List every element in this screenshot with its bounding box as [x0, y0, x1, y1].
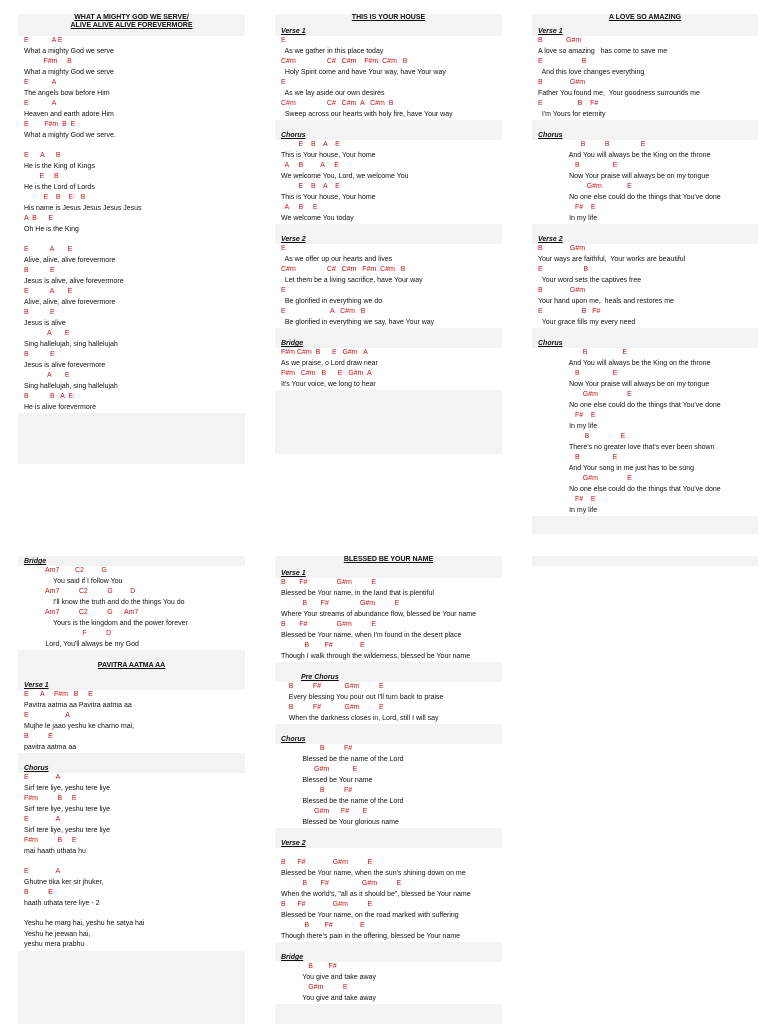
chord-line: B F# G#m E — [281, 880, 402, 887]
lyric-line: There's no greater love that's ever been shown — [538, 443, 715, 451]
song-section — [24, 662, 239, 670]
lyric-line: Heaven and earth adore Him — [24, 110, 114, 118]
song-panel-blessed-be-your-name — [275, 556, 502, 1024]
section-body — [275, 744, 502, 828]
chord-line: B G#m — [538, 245, 586, 252]
chord-line: B G#m — [538, 37, 582, 44]
lyric-line: This is Your house, Your home — [281, 151, 376, 159]
line-spacer — [281, 848, 496, 858]
chord-line: Am7 C2 G — [24, 567, 107, 574]
section-body — [532, 244, 758, 328]
song-panel-bridge-pavitra-aatma — [18, 556, 245, 1024]
song-section — [24, 682, 239, 753]
lyric-line: Your hand upon me, heals and restores me — [538, 297, 674, 305]
section-heading: Verse 2 — [281, 840, 306, 847]
song-title: ALIVE ALIVE ALIVE FOREVERMORE — [70, 22, 193, 29]
chord-line: B F# — [281, 963, 337, 970]
section-body — [18, 36, 245, 413]
song-section — [281, 28, 496, 120]
lyric-line: Blessed be the name of the Lord — [281, 755, 404, 763]
lyric-line: Blessed be Your name, when I'm found in the desert place — [281, 631, 462, 639]
lyric-line: Every blessing You pour out I'll turn back to praise — [281, 693, 444, 701]
lyric-line: What a mighty God we serve. — [24, 131, 116, 139]
song-title: A LOVE SO AMAZING — [608, 14, 682, 21]
chord-line: E B — [538, 266, 589, 273]
chord-line: E A E — [24, 288, 73, 295]
chord-line: E A — [24, 816, 61, 823]
chord-line: B E — [538, 349, 628, 356]
lyric-line: Now Your praise will always be on my tongue — [538, 172, 710, 180]
line-spacer — [24, 909, 239, 919]
lyric-line: Let them be a living sacrifice, have Your way — [281, 276, 423, 284]
song-title: WHAT A MIGHTY GOD WE SERVE/ — [74, 14, 189, 21]
chord-line: F#m B — [24, 58, 72, 65]
chord-line: B F# G#m E — [281, 859, 373, 866]
section-heading: Chorus — [281, 736, 306, 743]
section-body — [532, 348, 758, 516]
lyric-line: Lord, You'll always be my God — [24, 640, 139, 648]
lyric-line: We welcome You today — [281, 214, 354, 222]
lyric-line: Blessed be Your glorious name — [281, 818, 399, 826]
lyric-line: Father You found me, Your goodness surrounds me — [538, 89, 700, 97]
section-heading: Bridge — [24, 558, 47, 565]
chord-line: B E — [538, 370, 618, 377]
lyric-line: yeshu mera prabhu — [24, 941, 85, 948]
chord-line: A B E — [24, 215, 54, 222]
section-heading: Bridge — [281, 340, 304, 347]
section-body — [275, 848, 502, 942]
chord-line: B F# E — [281, 922, 365, 929]
lyric-line: And You will always be the King on the throne — [538, 151, 711, 159]
chord-line: Am7 C2 G D — [24, 588, 136, 595]
song-section — [281, 236, 496, 328]
song-title: PAVITRA AATMA AA — [97, 662, 166, 669]
chord-line: F D — [24, 630, 112, 637]
chord-line: E B A E — [281, 141, 340, 148]
lyric-line: Though I walk through the wilderness, blessed be Your name — [281, 652, 471, 660]
lyric-line: As we offer up our hearts and lives — [281, 255, 393, 263]
song-section — [538, 28, 752, 120]
lyric-line: Alive, alive, alive forevermore — [24, 256, 116, 264]
lyric-line: As we lay aside our own desires — [281, 89, 385, 97]
chord-line: B F# G#m E — [281, 901, 373, 908]
section-body — [275, 962, 502, 1004]
lyric-line: This is Your house, Your home — [281, 193, 376, 201]
chord-line: E A E — [24, 37, 63, 44]
chord-line: F#m B E — [24, 837, 77, 844]
section-heading: Chorus — [281, 132, 306, 139]
chord-line: A E — [24, 372, 70, 379]
chord-line: B F# — [281, 745, 353, 752]
section-heading: Chorus — [538, 340, 563, 347]
chord-line: C#m C# C#m F#m C#m B — [281, 58, 408, 65]
lyric-line: Yours is the kingdom and the power forever — [24, 619, 188, 627]
chord-line: G#m E — [281, 984, 348, 991]
lyric-line: No one else could do the things that You've done — [538, 485, 721, 493]
lyric-line: haath uthata tere liye - 2 — [24, 899, 100, 907]
chord-line: E B A E — [281, 183, 340, 190]
chord-line: E — [281, 245, 286, 252]
lyric-line: Now Your praise will always be on my tongue — [538, 380, 710, 388]
chord-line: C#m C# C#m A C#m B — [281, 100, 394, 107]
chord-line: B G#m — [538, 79, 586, 86]
chord-line: B E — [538, 433, 626, 440]
chord-line: E A — [24, 774, 61, 781]
chord-line: B E — [24, 889, 53, 896]
lyric-line: No one else could do the things that You've done — [538, 401, 721, 409]
lyric-line: In my life — [538, 422, 598, 430]
lyric-line: Sirf tere liye, yeshu tere liye — [24, 784, 110, 792]
chord-line: Am7 C2 G Am7 — [24, 609, 139, 616]
chord-line: G#m E — [538, 183, 632, 190]
song-section — [538, 236, 752, 328]
section-heading: Verse 1 — [281, 570, 306, 577]
section-heading: Chorus — [538, 132, 563, 139]
lyric-line: Alive, alive, alive forevermore — [24, 298, 116, 306]
lyric-line: The angels bow before Him — [24, 89, 110, 97]
chord-line: B E — [24, 309, 55, 316]
chord-line: G#m E — [281, 766, 358, 773]
chord-line: B F# G#m E — [281, 704, 384, 711]
chord-line: A E — [24, 330, 70, 337]
chord-line: B F# — [281, 787, 353, 794]
lyric-line: I'm Yours for eternity — [538, 110, 606, 118]
lyric-line: When the darkness closes in, Lord, still I will say — [281, 714, 439, 722]
lyric-line: You give and take away — [281, 973, 376, 981]
lyric-line: I'll know the truth and do the things You do — [24, 598, 185, 606]
lyric-line: Holy Spirit come and have Your way, have Your way — [281, 68, 446, 76]
lyric-line: Jesus is alive forevermore — [24, 361, 106, 369]
section-body — [275, 578, 502, 662]
lyric-line: Jesus is alive — [24, 319, 66, 327]
chord-line: B E — [538, 162, 618, 169]
chord-line: F#m C#m B E G#m A — [281, 349, 368, 356]
chord-line: G#m F# E — [281, 808, 368, 815]
lyric-line: In my life — [538, 214, 598, 222]
chord-line: E A — [24, 100, 57, 107]
chord-line: B E — [24, 351, 55, 358]
song-section — [281, 340, 496, 390]
chord-line: F# E — [538, 204, 596, 211]
section-body — [275, 244, 502, 328]
song-section — [538, 340, 752, 516]
song-panel-what-a-mighty-god — [18, 14, 245, 464]
chord-line: B F# G#m E — [281, 683, 384, 690]
chord-line: G#m E — [538, 475, 632, 482]
line-spacer — [24, 141, 239, 151]
section-heading: Verse 2 — [281, 236, 306, 243]
section-heading: Verse 1 — [281, 28, 306, 35]
lyric-line: Blessed be Your name, in the land that is plentiful — [281, 589, 434, 597]
lyric-line: Your word sets the captives free — [538, 276, 642, 284]
chord-line: B F# G#m E — [281, 621, 376, 628]
lyric-line: When the world's, "all as it should be", blessed be Your name — [281, 890, 471, 898]
song-section — [24, 558, 239, 650]
section-body — [275, 348, 502, 390]
song-section — [281, 674, 496, 724]
lyric-line: Blessed be Your name, when the sun's shining down on me — [281, 869, 466, 877]
lyric-line: What a mighty God we serve — [24, 47, 114, 55]
section-heading: Pre Chorus — [301, 674, 339, 681]
chord-line: E A F#m B E — [24, 691, 93, 698]
chord-line: B G#m — [538, 287, 586, 294]
section-heading: Verse 2 — [538, 236, 563, 243]
lyric-line: We welcome You, Lord, we welcome You — [281, 172, 409, 180]
chord-line: B E — [538, 454, 618, 461]
chord-line: E A — [24, 79, 57, 86]
lyric-line: Oh He is the King — [24, 225, 79, 233]
lyric-line: pavitra aatma aa — [24, 743, 77, 751]
section-body — [18, 690, 245, 753]
lyric-line: No one else could do the things that You've done — [538, 193, 721, 201]
lyric-line: He is the King of Kings — [24, 162, 95, 170]
section-body — [18, 566, 245, 650]
song-section — [281, 840, 496, 942]
section-heading: Verse 1 — [24, 682, 49, 689]
song-panel-a-love-so-amazing — [532, 14, 758, 534]
line-spacer — [24, 857, 239, 867]
lyric-line: Jesus is alive, alive forevermore — [24, 277, 124, 285]
song-section — [24, 765, 239, 951]
song-section — [281, 954, 496, 1004]
section-body — [18, 773, 245, 951]
lyric-line: Pavitra aatma aa Pavitra aatma aa — [24, 701, 132, 709]
song-section — [281, 132, 496, 224]
song-section — [538, 132, 752, 224]
lyric-line: Be glorified in everything we do — [281, 297, 383, 305]
chord-line: E — [281, 287, 286, 294]
lyric-line: Blessed be Your name, on the road marked with suffering — [281, 911, 459, 919]
chord-line: A B E — [281, 204, 318, 211]
chord-line: E B F# — [538, 100, 599, 107]
chord-line: B E — [24, 733, 53, 740]
lyric-line: Blessed be the name of the Lord — [281, 797, 404, 805]
section-heading: Chorus — [24, 765, 49, 772]
lyric-line: Though there's pain in the offering, blessed be Your name — [281, 932, 461, 940]
chord-line: E F#m B E — [24, 121, 76, 128]
chord-line: F#m C#m B E G#m A — [281, 370, 372, 377]
chord-line: B E — [24, 267, 55, 274]
section-body — [275, 682, 502, 724]
section-heading: Verse 1 — [538, 28, 563, 35]
lyric-line: He is alive forevermore — [24, 403, 96, 411]
chord-line: E B F# — [538, 308, 601, 315]
chord-line: E A — [24, 712, 70, 719]
section-body — [532, 36, 758, 120]
lyric-line: As we praise, o Lord draw near — [281, 359, 378, 367]
lyric-line: Yeshu he marg hai, yeshu he satya hai — [24, 920, 145, 927]
song-panel-this-is-your-house — [275, 14, 502, 454]
lyric-line: And this love changes everything — [538, 68, 645, 76]
chord-line: E — [281, 79, 286, 86]
chord-line: E A — [24, 868, 61, 875]
song-section — [281, 736, 496, 828]
chord-line: E A B — [24, 152, 61, 159]
song-section — [281, 570, 496, 662]
chord-line: E B E B — [24, 194, 86, 201]
chord-line: F# E — [538, 412, 596, 419]
lyric-line: Mujhe le jaao yeshu ke charno mai, — [24, 722, 135, 730]
chord-line: B F# G#m E — [281, 600, 400, 607]
lyric-line: Blessed be Your name — [281, 776, 373, 784]
chord-line: B B A E — [24, 393, 74, 400]
chord-line: E A C#m B — [281, 308, 366, 315]
lyric-line: In my life — [538, 506, 598, 514]
lyric-line: Sing hallelujah, sing hallelujah — [24, 340, 118, 348]
song-title: THIS IS YOUR HOUSE — [351, 14, 426, 21]
lyric-line: As we gather in this place today — [281, 47, 384, 55]
lyric-line: Be glorified in everything we say, have Your way — [281, 318, 435, 326]
lyric-line: He is the Lord of Lords — [24, 183, 95, 191]
chord-line: B B E — [538, 141, 646, 148]
chord-line: B F# E — [281, 642, 365, 649]
chord-line: E B — [24, 173, 59, 180]
section-body — [532, 140, 758, 224]
chord-line: E A E — [24, 246, 73, 253]
lyric-line: Sirf tere liye, yeshu tere liye — [24, 826, 110, 834]
lyric-line: Where Your streams of abundance flow, blessed be Your name — [281, 610, 476, 618]
song-section — [24, 36, 239, 413]
lyric-line: What a mighty God we serve — [24, 68, 114, 76]
chord-line: E — [281, 37, 286, 44]
chord-line: C#m C# C#m F#m C#m B — [281, 266, 406, 273]
section-heading: Bridge — [281, 954, 304, 961]
lyric-line: It's Your voice, we long to hear — [281, 380, 376, 388]
lyric-line: His name is Jesus Jesus Jesus Jesus — [24, 204, 142, 212]
lyric-line: You said if I follow You — [24, 577, 123, 585]
chord-line: B F# G#m E — [281, 579, 376, 586]
line-spacer — [24, 235, 239, 245]
lyric-line: Sing hallelujah, sing hallelujah — [24, 382, 118, 390]
section-body — [275, 36, 502, 120]
lyric-line: Sirf tere liye, yeshu tere liye — [24, 805, 110, 813]
lyric-line: Your ways are faithful, Your works are beautiful — [538, 255, 686, 263]
lyric-line: Ghutne tika ker sir jhuker, — [24, 878, 104, 886]
lyric-line: Sweep across our hearts with holy fire, have Your way — [281, 110, 453, 118]
song-title: BLESSED BE YOUR NAME — [343, 556, 434, 563]
lyric-line: A love so amazing has come to save me — [538, 47, 668, 55]
chord-line: F#m B E — [24, 795, 77, 802]
empty-panel — [532, 556, 758, 566]
chord-line: A B A E — [281, 162, 339, 169]
section-body — [275, 140, 502, 224]
lyric-line: mai haath uthata hu — [24, 847, 86, 855]
lyric-line: Your grace fills my every need — [538, 318, 636, 326]
lyric-line: You give and take away — [281, 994, 376, 1002]
chord-line: E B — [538, 58, 587, 65]
lyric-line: Yeshu he jeewan hai, — [24, 930, 91, 938]
lyric-line: And You will always be the King on the throne — [538, 359, 711, 367]
lyric-line: And Your song in me just has to be sung — [538, 464, 695, 472]
chord-line: F# E — [538, 496, 596, 503]
chord-line: G#m E — [538, 391, 632, 398]
